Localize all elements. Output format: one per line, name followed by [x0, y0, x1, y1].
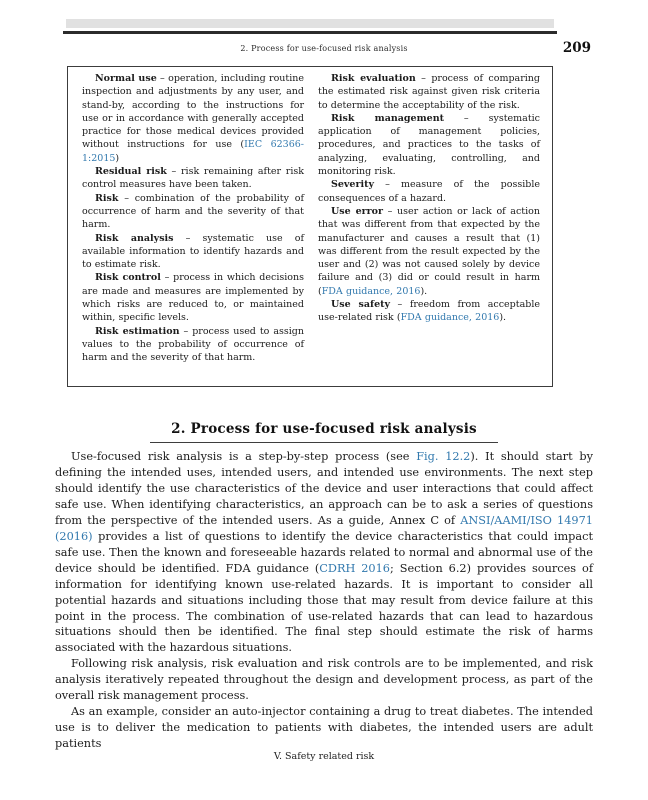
text-run: – systematic use of available information to identify hazards and to estimate risk.: [82, 232, 304, 271]
glossary-term: Risk: [95, 192, 119, 204]
glossary-term: Use error: [331, 205, 383, 217]
text-run: – systematic application of management policies, procedures, and practices to the tasks of analyzing, evaluating, controlling, and monitoring risk.: [318, 112, 540, 178]
citation-link[interactable]: IEC 62366-1:2015: [82, 139, 304, 164]
text-run: – risk remaining after risk control measures have been taken.: [82, 166, 304, 191]
footer-part-title: V. Safety related risk: [273, 751, 375, 762]
citation-link[interactable]: FDA guidance, 2016: [400, 312, 500, 324]
glossary-term: Risk estimation: [95, 325, 180, 337]
body-paragraph-2: [55, 656, 593, 704]
glossary-entry-risk-control: [82, 271, 304, 324]
glossary-term: Risk control: [95, 272, 161, 284]
glossary-term: Severity: [331, 179, 374, 191]
glossary-entry-use-safety: [318, 298, 540, 325]
glossary-term: Risk analysis: [95, 232, 174, 244]
glossary-entry-risk-management: [318, 112, 540, 178]
glossary-entry-normal-use: [82, 72, 304, 165]
text-run: – measure of the possible consequences of a hazard.: [318, 179, 540, 204]
glossary-entry-risk: [82, 192, 304, 232]
glossary-term: Normal use: [95, 73, 157, 84]
text-run: Use-focused risk analysis is a step-by-step process (see: [71, 450, 417, 463]
text-run: ). It should start by defining the intended uses, intended users, and intended use environments. The next step should identify the use characteristics of the device and user interactions that could affect safe use. When identifying characteristics, an approach can be to ask a series of questions from the perspective of the intended users. As a guide, Annex C of: [55, 450, 593, 527]
header-rule: [63, 31, 557, 34]
running-head-title: 2. Process for use-focused risk analysis: [240, 44, 408, 53]
text-run: ): [115, 152, 120, 164]
glossary-entry-severity: [318, 178, 540, 205]
text-run: – operation, including routine inspection and adjustments by any user, and stand-by, according to the instructions for use or in accordance with generally accepted practice for those medical devices provided without instructions for use (: [82, 73, 304, 151]
text-run: – process in which decisions are made and measures are implemented by which risks are reduced to, or maintained within, specific levels.: [82, 272, 304, 324]
text-run: – user action or lack of action that was different from that expected by the manufacturer and causes a result that (1) was different from the result expected by the user and (2) was not caused solely by device failure and (3) did or could result in harm (: [318, 205, 540, 297]
glossary-entry-risk-estimation: [82, 325, 304, 365]
text-run: Following risk analysis, risk evaluation and risk controls are to be implemented, and risk analysis iteratively repeated throughout the design and development process, as part of the overall risk management process.: [55, 657, 593, 703]
citation-link[interactable]: FDA guidance, 2016: [321, 285, 421, 297]
text-run: provides a list of questions to identify the device characteristics that could impact safe use. Then the known and foreseeable hazards related to normal and abnormal use of the device should be identified. FDA guidance (: [55, 529, 593, 575]
page-number: 209: [562, 40, 591, 56]
glossary-term: Residual risk: [95, 166, 167, 178]
body-paragraph-1: [55, 449, 593, 656]
glossary-entry-risk-analysis: [82, 232, 304, 272]
previous-page-edge-bar: [66, 19, 554, 28]
glossary-entry-use-error: [318, 205, 540, 298]
text-run: ).: [499, 312, 507, 324]
text-run: – freedom from acceptable use-related risk (: [318, 299, 540, 324]
text-run: – process used to assign values to the probability of occurrence of harm and the severity of that harm.: [82, 325, 304, 364]
glossary-term: Risk management: [331, 112, 444, 124]
text-run: ).: [420, 285, 428, 297]
glossary-entry-residual-risk: [82, 165, 304, 192]
glossary-entry-risk-evaluation: [318, 72, 540, 112]
text-run: ; Section 6.2) provides sources of information for identifying known use-related hazards. It is important to consider all potential hazards and situations including those that may result from device failure at this point in the process. The combination of use-related hazards that can lead to hazardous situations should then be identified. The final step should estimate the risk of harms associated with the hazardous situations.: [55, 561, 594, 655]
section-heading: 2. Process for use-focused risk analysis: [171, 421, 477, 437]
citation-link[interactable]: Fig. 12.2: [416, 450, 471, 463]
glossary-left-column: [82, 72, 304, 382]
running-head: [55, 40, 593, 58]
body-paragraph-3: [55, 704, 593, 752]
citation-link[interactable]: CDRH 2016: [319, 561, 390, 575]
text-run: As an example, consider an auto-injector containing a drug to treat diabetes. The intended use is to deliver the medication to patients with diabetes, the intended users are adult patients: [55, 705, 593, 751]
text-run: – combination of the probability of occurrence of harm and the severity of that harm.: [82, 192, 304, 231]
glossary-term: Risk evaluation: [331, 73, 416, 84]
text-run: – process of comparing the estimated risk against given risk criteria to determine the acceptability of the risk.: [318, 73, 540, 111]
citation-link[interactable]: ANSI/AAMI/ISO 14971 (2016): [55, 513, 593, 543]
body-text: [55, 449, 593, 752]
glossary-right-column: [318, 72, 540, 382]
glossary-box: [67, 66, 553, 387]
glossary-term: Use safety: [331, 299, 391, 311]
section-heading-rule: [150, 442, 498, 443]
